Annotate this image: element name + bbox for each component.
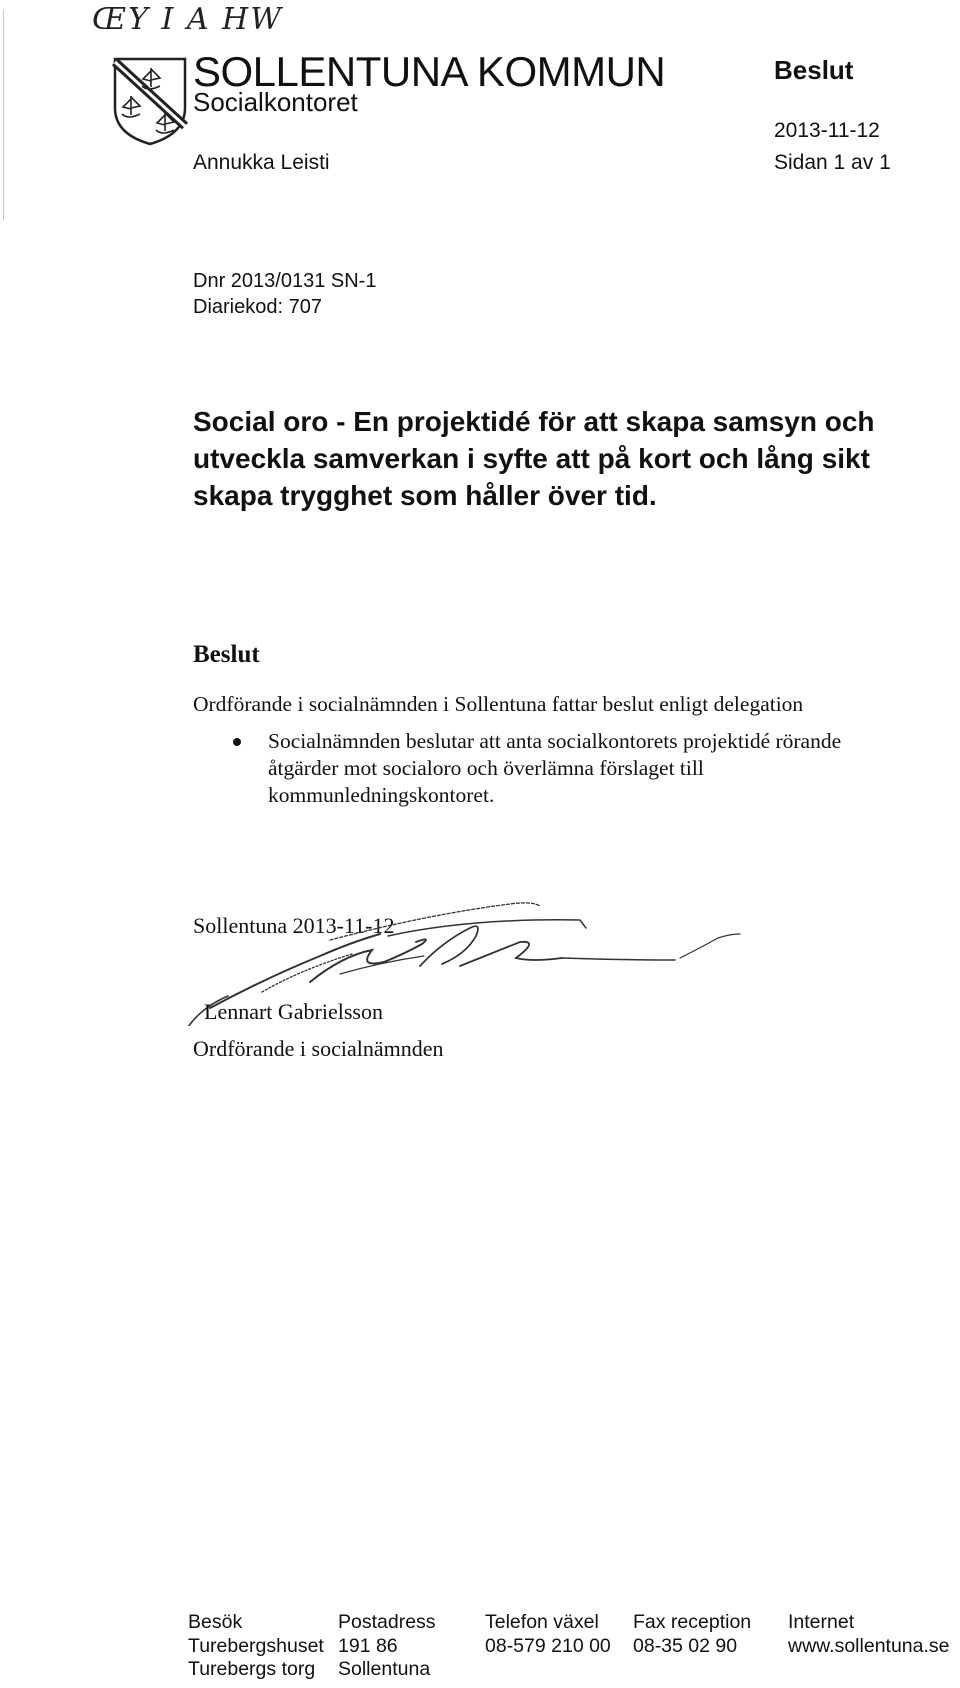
page-number: Sidan 1 av 1: [774, 151, 891, 174]
footer-visit-column: [188, 1611, 324, 1682]
footer-heading: Fax reception: [633, 1611, 752, 1633]
signer-role: Ordförande i socialnämnden: [193, 1036, 444, 1061]
municipal-coat-of-arms-icon: [112, 56, 188, 146]
diary-code: Diariekod: 707: [193, 296, 322, 318]
footer-heading: Telefon växel: [485, 1611, 599, 1633]
registration-number: Dnr 2013/0131 SN-1: [193, 270, 377, 292]
footer-postal-column: [338, 1611, 436, 1682]
organization-unit: Socialkontoret: [193, 87, 358, 117]
footer-line: 08-35 02 90: [633, 1634, 738, 1657]
author-name: Annukka Leisti: [193, 151, 330, 174]
document-type: Beslut: [774, 55, 854, 85]
decision-heading: Beslut: [193, 641, 260, 668]
footer-internet-column: [788, 1611, 950, 1658]
footer-contact-info: [188, 1611, 958, 1683]
footer-fax-column: [633, 1611, 751, 1658]
bullet-icon: [233, 738, 241, 746]
scan-edge-line: [3, 10, 4, 220]
footer-line: Turebergs torg: [188, 1658, 316, 1680]
footer-line: Turebergshuset: [188, 1634, 324, 1657]
organization-name: SOLLENTUNA KOMMUN: [193, 48, 666, 95]
footer-heading: Postadress: [338, 1611, 436, 1633]
handwritten-note: ŒY I A HW: [92, 2, 284, 37]
signer-name: Lennart Gabrielsson: [204, 999, 383, 1024]
signature-place-date: Sollentuna 2013-11-12: [193, 913, 395, 938]
footer-line: 191 86: [338, 1634, 398, 1657]
footer-heading: Internet: [788, 1611, 855, 1633]
decision-intro: Ordförande i socialnämnden i Sollentuna fattar beslut enligt delegation: [193, 692, 804, 716]
decision-bullet: Socialnämnden beslutar att anta socialkontorets projektidé rörande åtgärder mot socialoro och överlämna förslaget till kommunledningskontoret.: [268, 729, 842, 807]
footer-line: Sollentuna: [338, 1658, 431, 1680]
footer-heading: Besök: [188, 1611, 243, 1633]
document-date: 2013-11-12: [774, 119, 880, 142]
footer-phone-column: [485, 1611, 611, 1658]
footer-line: 08-579 210 00: [485, 1634, 611, 1657]
document-title: Social oro - En projektidé för att skapa samsyn och utveckla samverkan i syfte att på kort och lång sikt skapa trygghet som håller över tid.: [193, 406, 875, 511]
footer-website-link[interactable]: www.sollentuna.se: [788, 1634, 950, 1657]
